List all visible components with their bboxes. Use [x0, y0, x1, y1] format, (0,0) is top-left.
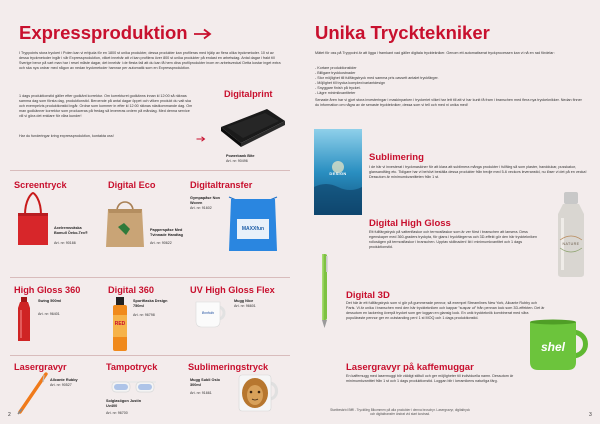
- powerbank-image: [217, 105, 289, 154]
- drawstring-bag-art: Art. nr: 91602: [190, 206, 212, 210]
- right-bullet-list: [315, 66, 585, 96]
- sunglasses-name: Solglasögon Justin Uv400: [106, 399, 142, 408]
- photo-mug-image: [237, 371, 281, 418]
- sport-bottle-art: Art. nr: 96798: [133, 313, 155, 317]
- divider: [10, 170, 290, 171]
- left-intro-p2: 1 dags produktionstid gäller efter godkänt korrektur. Om korrekturet godkänns innan kl 12:00 så räknas samma dag som första dag, produktionstid. Beroende på antal dagar öppet och vilken produkt du valt ska och exempelvis produktionstid ingår. Ordrar som kommer in efter kl 12:00 räknas nästkommande dag. Om man godkänner korrektur som produceras på fredag så levereras ordern på måndag. Med denna service vill vi göra det enklare för våra kunder!: [19, 94, 193, 118]
- screentryck-title: Screentryck: [14, 180, 67, 190]
- photo-mug-name: Mugg Subli Oslo 300ml: [190, 378, 220, 387]
- tote-bag-name: Axelremsväska Bomull Öeko-Tex®: [54, 226, 88, 235]
- right-intro: Mätet för oss på Tryppoint är att ligga i framkant vad gäller digitala trycktekniker. Genom ett automatiserat tryckprocessen kan vi nå en rad fördelar:: [315, 51, 555, 55]
- pen-image: [16, 372, 50, 421]
- tote-bag-image: [16, 191, 50, 252]
- red-bottle-image: [16, 297, 32, 348]
- gray-bottle-print: NATURE: [562, 242, 580, 246]
- green-mug-print: shel: [540, 340, 565, 354]
- digital-high-gloss-title: Digital High Gloss: [369, 218, 451, 229]
- lasergravyr-kaffe-title: Lasergravyr på kaffemuggar: [346, 362, 474, 373]
- white-mug-image: [194, 299, 228, 329]
- sublimeringstryck-title: Sublimeringstryck: [188, 362, 269, 372]
- digital-3d-text: Det här är ett fullfärgstryck som vi gör på gummerade pennor, så exempel Streamlines New York, Alicante Rubby och Paris. Vi är unika i branschen med den här trycktekniken och kappar ”suspar ut” från pennan lock som 3D-effekten. Det är dessutom en lackering överpå trycket som ger loggan en glansig look. En unik trycktekniik kombinerat med våra populäraste pennor ger en outstanding pen! 1 st MOQ och 1 dags produktionstid.: [346, 301, 545, 320]
- digital-eco-title: Digital Eco: [108, 180, 156, 190]
- digital-high-gloss-text: Ett fullfärgstryck på vattenflaskor och termosflaskor som är ver först i branschen att lansera. Dess egenskaper med 360-graders tryckyta, för glans i tryckfärgerna och 3D-effekt gör den här trycktekniken rollosägen på termosflaskor i branschen. Upptav skillnaden! Ikt i minimumkvantitet och 1 dags produktionstid.: [369, 230, 537, 249]
- right-title: Unika Trycktekniker: [315, 22, 490, 43]
- divider: [10, 277, 290, 278]
- drawstring-bag-image: [225, 193, 281, 255]
- list-item: - Billigare tryckkostnader: [315, 71, 356, 75]
- sport-bottle-print: RED: [114, 321, 126, 327]
- left-title-text: Expressproduktion: [19, 22, 188, 43]
- left-intro-p1: I Tryppoints stora tryckeri i Polen kan vi erbjuda för en 1800 st unika produkter, dessa produkter kan profileras med hjälp av flera olika tryckmetoder. 10 st av dessa tryckmetoder ingår i vår Expressproduktion, vilket innebär att vi kan profilera över 800 st unika produkter på endast en arbetsdag. Antal dagar i frakt till Sverige beror på vart man har i resel måste dagar, det innebär i de flesta fall att du kan få hem dina profilprodukter inom en arbetsvecka! Detta kostar inget extra och ska nya ordrar med någon av nedan tryckmetoder hamnar per automatik som en Expressproduktion.: [19, 51, 281, 70]
- pen-name: Allcante Rubby: [50, 378, 78, 382]
- right-page-number: 3: [589, 412, 592, 418]
- drawstring-bag-print: MAXXfun: [241, 226, 265, 232]
- red-bottle-art: Art. nr: 96401: [38, 312, 60, 316]
- sunglasses-art: Art. nr: 96700: [106, 411, 128, 415]
- drawstring-bag-name: Gympapåse Non Woven: [190, 196, 220, 205]
- tampotryck-title: Tampotryck: [106, 362, 158, 372]
- green-pen-image: [317, 252, 333, 335]
- digital-360-title: Digital 360: [108, 285, 154, 295]
- white-mug-print: Bonfolio: [201, 311, 215, 315]
- list-item: - Kortare produktionstider: [315, 66, 357, 70]
- green-mug-image: [528, 318, 592, 372]
- digitalprint-title: Digitalprint: [224, 89, 273, 99]
- white-mug-art: Art. nr: 96601: [234, 304, 256, 308]
- high-gloss-360-title: High Gloss 360: [14, 285, 81, 295]
- paper-bag-art: Art. nr: 90622: [150, 241, 172, 245]
- list-item: - Möjlighet till trycka komplex/variantdesign: [315, 81, 386, 85]
- tote-bag-art: Art. nr: 90166: [54, 241, 76, 245]
- pen-art: Art. nr: 90527: [50, 383, 72, 387]
- sublimering-title: Sublimering: [369, 152, 424, 163]
- divider: [10, 355, 290, 356]
- digital-3d-title: Digital 3D: [346, 290, 390, 301]
- arrow-icon: [193, 28, 213, 40]
- left-page-number: 2: [8, 412, 11, 418]
- sport-bottle-image: [110, 297, 130, 353]
- digitaltransfer-title: Digitaltransfer: [190, 180, 253, 190]
- right-outro: Senaste åren har vi gjort stora investeringar i maskinparken i tryckeriet vilket har lett till att vi har kunit få fram i branschen med flera nya tryckeknikker. Nedan finner du information om några av de senaste trycktekniker, dessa som vi tell och med ni unika med!: [315, 98, 582, 107]
- towel-image: [312, 127, 364, 217]
- left-title: [19, 23, 213, 43]
- small-arrow-icon: [196, 129, 206, 147]
- red-bottle-name: Swing 500ml: [38, 299, 62, 303]
- gray-bottle-image: [554, 192, 588, 278]
- sublimering-text: I de här vi investerat i tryckmaskiner för att klara att sublimera många produkter i fullfärg så som plaster, handdukar, pusskakor, glansandfärg etc. Tidigare har vi behövt beställa dessa produkter från tredje med 5-6 veckors leveranstid, nu löser vi det på en vecka! Dessutom är minimumkvantiteten från 1 st.: [369, 165, 587, 179]
- photo-mug-art: Art. nr: 91661: [190, 391, 212, 395]
- list-item: - Lägre minimikvantiteter: [315, 91, 356, 95]
- powerbank-name: Powerbank Bite: [226, 154, 255, 158]
- list-item: - Snyggare finish på trycket.: [315, 86, 361, 90]
- right-page: [300, 0, 600, 424]
- list-item: - Stor möjlighet till fullfärgstryck med samma pris oavsett antalet tryckfärger.: [315, 76, 439, 80]
- sport-bottle-name: Sportflaska Design 750ml: [133, 299, 168, 308]
- towel-print: DESIGN: [329, 171, 347, 176]
- white-mug-name: Mugg Nice: [234, 299, 254, 303]
- lasergravyr-kaffe-text: En kaffemugg med lasermuggi blir väldigt stiltull och ger möjligheter till individuella namn. Dessutom är minimumkvantitet från 1 st och 1 dags produktionstid. Loggan blir i keramikens naturliga färg.: [346, 374, 514, 383]
- lasergravyr-title: Lasergravyr: [14, 362, 67, 372]
- paper-bag-image: [104, 191, 146, 254]
- powerbank-art: Art. nr: 90496: [226, 159, 248, 163]
- uv-high-gloss-flex-title: UV High Gloss Flex: [190, 285, 275, 295]
- right-footer-note: Startbeskrivl Bfffl - Tryckfärg Blkommen på alla produkter i denna broschyr. Lasergravyr, digitaltryck och digitaltransfer ändrat vid start kostnad.: [330, 408, 470, 416]
- left-intro-p3: Har du funderingar kring expressproduktion, kontakta oss!: [19, 134, 114, 138]
- sunglasses-image: [108, 378, 158, 399]
- paper-bag-name: Papperspåse Med Tvinnade Handtag: [150, 228, 183, 237]
